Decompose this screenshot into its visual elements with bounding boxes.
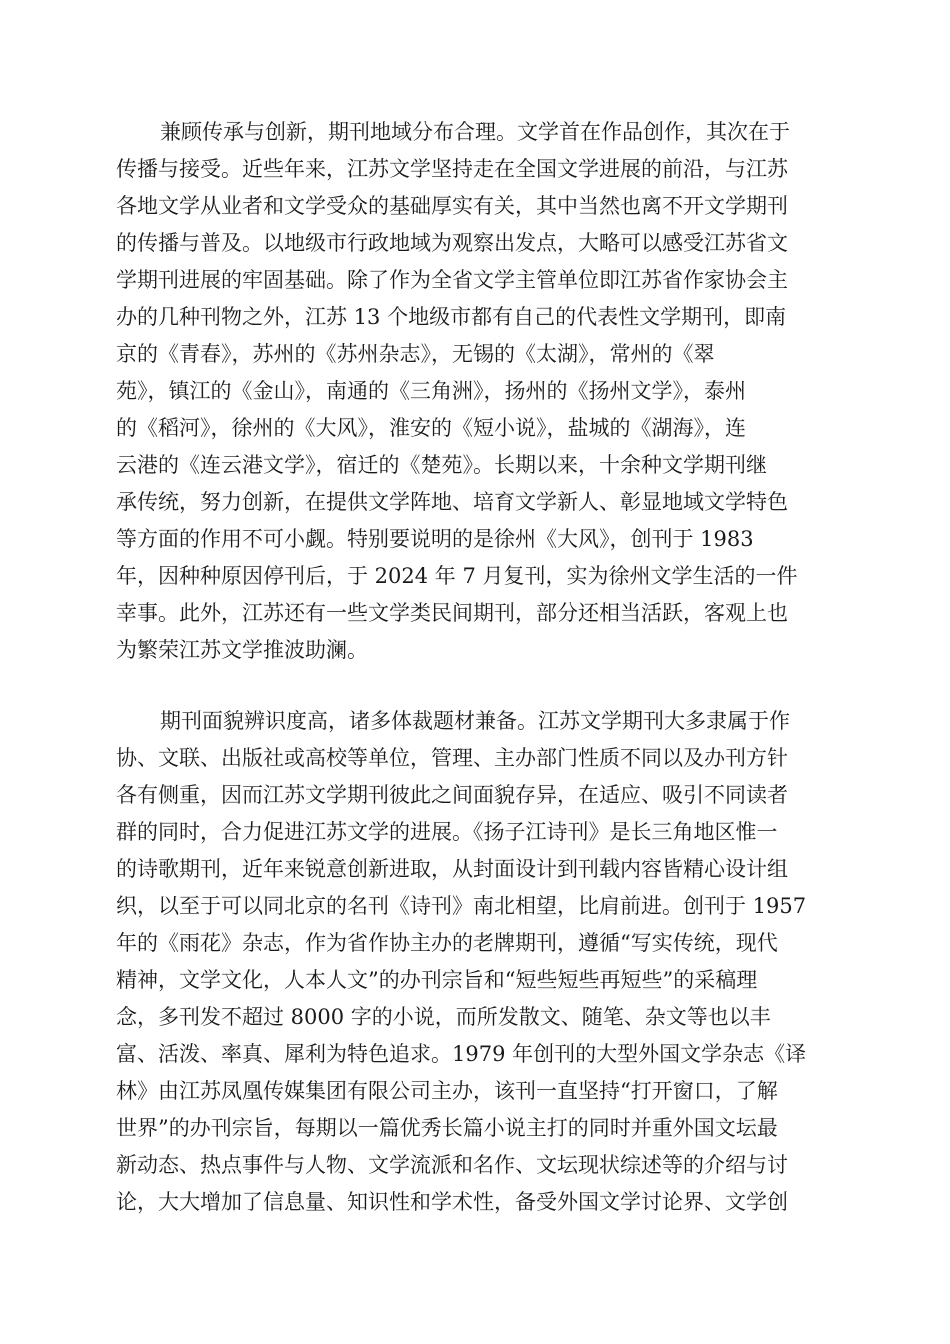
text-line: 富、活泼、率真、犀利为特色追求。1979 年创刊的大型外国文学杂志《译 (116, 1042, 807, 1066)
text-line: 京的《青春》，苏州的《苏州杂志》，无锡的《太湖》，常州的《翠 (116, 342, 715, 366)
text-line: 念，多刊发不超过 8000 字的小说，而所发散文、随笔、杂文等也以丰 (116, 1005, 771, 1029)
text-line: 期刊面貌辨识度高，诸多体裁题材兼备。江苏文学期刊大多隶属于作 (160, 709, 790, 733)
text-line: 等方面的作用不可小觑。特别要说明的是徐州《大风》，创刊于 1983 (116, 527, 754, 551)
text-line: 的诗歌期刊，近年来锐意创新进取，从封面设计到刊载内容皆精心设计组 (116, 857, 788, 881)
text-line: 世界”的办刊宗旨，每期以一篇优秀长篇小说主打的同时并重外国文坛最 (116, 1116, 778, 1140)
text-line: 精神，文学文化，人本人文”的办刊宗旨和“短些短些再短些”的采稿理 (116, 968, 758, 992)
text-line: 为繁荣江苏文学推波助澜。 (116, 638, 368, 662)
text-line: 云港的《连云港文学》，宿迁的《楚苑》。长期以来，十余种文学期刊继 (116, 453, 767, 477)
text-line: 的传播与普及。以地级市行政地域为观察出发点，大略可以感受江苏省文 (116, 231, 788, 255)
text-line: 新动态、热点事件与人物、文学流派和名作、文坛现状综述等的介绍与讨 (116, 1153, 788, 1177)
text-line: 论，大大增加了信息量、知识性和学术性，备受外国文学讨论界、文学创 (116, 1190, 788, 1214)
text-line: 织，以至于可以同北京的名刊《诗刊》南北相望，比肩前进。创刊于 1957 (116, 894, 807, 918)
text-line: 的《稻河》，徐州的《大风》，淮安的《短小说》，盐城的《湖海》，连 (116, 416, 746, 440)
text-line: 各地文学从业者和文学受众的基础厚实有关，其中当然也离不开文学期刊 (116, 194, 788, 218)
text-line: 苑》，镇江的《金山》，南通的《三角洲》，扬州的《扬州文学》，泰州 (116, 379, 746, 403)
text-line: 协、文联、出版社或高校等单位，管理、主办部门性质不同以及办刊方针 (116, 746, 788, 770)
text-line: 年的《雨花》杂志，作为省作协主办的老牌期刊，遵循“写实传统，现代 (116, 931, 778, 955)
text-line: 承传统，努力创新，在提供文学阵地、培育文学新人、彰显地域文学特色 (116, 490, 788, 514)
text-line: 学期刊进展的牢固基础。除了作为全省文学主管单位即江苏省作家协会主 (116, 268, 788, 292)
text-line: 群的同时，合力促进江苏文学的进展。《扬子江诗刊》是长三角地区惟一 (116, 820, 778, 844)
text-line: 年，因种种原因停刊后，于 2024 年 7 月复刊，实为徐州文学生活的一件 (116, 564, 798, 588)
text-line: 办的几种刊物之外，江苏 13 个地级市都有自己的代表性文学期刊，即南 (116, 305, 787, 329)
text-line: 兼顾传承与创新，期刊地域分布合理。文学首在作品创作，其次在于 (160, 120, 790, 144)
text-line: 幸事。此外，江苏还有一些文学类民间期刊，部分还相当活跃，客观上也 (116, 601, 788, 625)
text-line: 林》由江苏凤凰传媒集团有限公司主办，该刊一直坚持“打开窗口，了解 (116, 1079, 778, 1103)
text-line: 传播与接受。近些年来，江苏文学坚持走在全国文学进展的前沿，与江苏 (116, 157, 788, 181)
text-line: 各有侧重，因而江苏文学期刊彼此之间面貌存异，在适应、吸引不同读者 (116, 783, 788, 807)
